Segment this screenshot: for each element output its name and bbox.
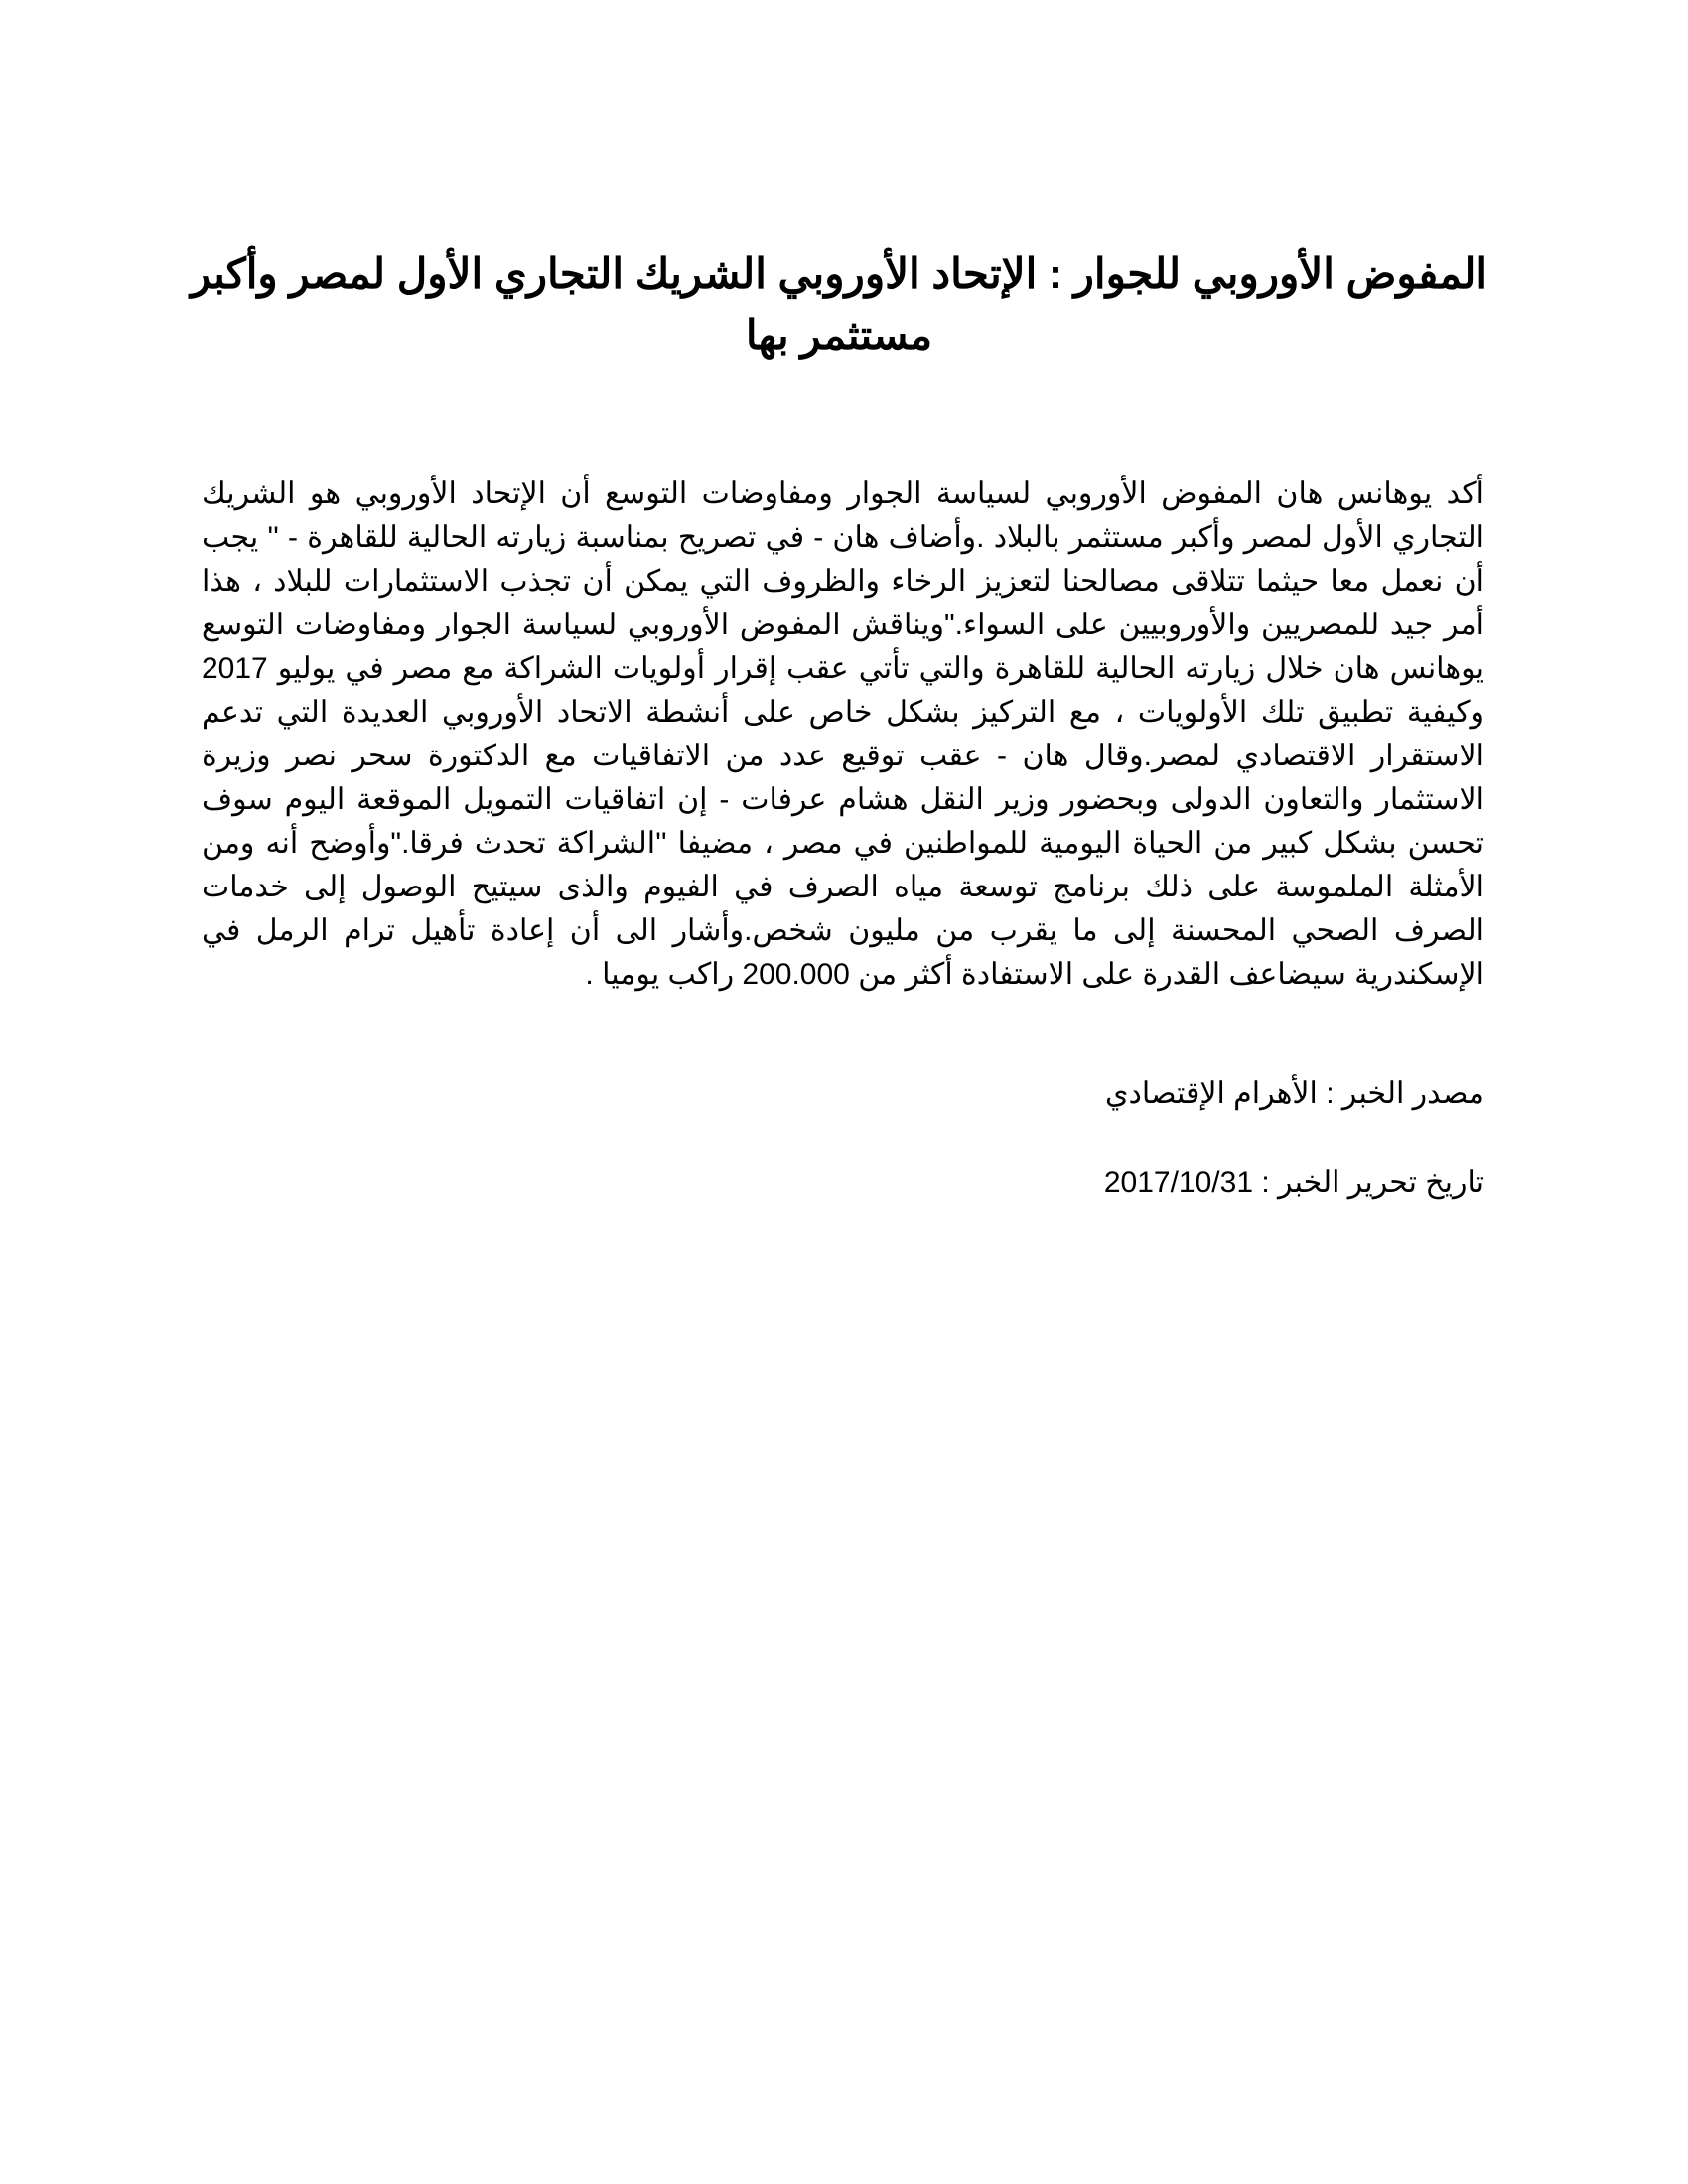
article-source: مصدر الخبر : الأهرام الإقتصادي	[1104, 1077, 1484, 1110]
article-date: تاريخ تحرير الخبر : 2017/10/31	[1103, 1166, 1484, 1199]
article-title: المفوض الأوروبي للجوار : الإتحاد الأوروبي الشريك التجاري الأول لمصر وأكبر مستثمر بها	[190, 250, 1488, 358]
article-body: أكد يوهانس هان المفوض الأوروبي لسياسة الجوار ومفاوضات التوسع أن الإتحاد الأوروبي هو الشريك التجاري الأول لمصر وأكبر مستثمر بالبلاد .وأضاف هان - في تصريح بمناسبة زيارته الحالية للقاهرة - '' يجب أن نعمل معا حيثما تتلاقى مصالحنا لتعزيز الرخاء والظروف التي يمكن أن تجذب الاستثمارات للبلاد ، هذا أمر جيد للمصريين والأوروبيين على السواء."ويناقش المفوض الأوروبي لسياسة الجوار ومفاوضات التوسع يوهانس هان خلال زيارته الحالية للقاهرة والتي تأتي عقب إقرار أولويات الشراكة مع مصر في يوليو 2017 وكيفية تطبيق تلك الأولويات ، مع التركيز بشكل خاص على أنشطة الاتحاد الأوروبي العديدة التي تدعم الاستقرار الاقتصادي لمصر.وقال هان - عقب توقيع عدد من الاتفاقيات مع الدكتورة سحر نصر وزيرة الاستثمار والتعاون الدولى وبحضور وزير النقل هشام عرفات - إن اتفاقيات التمويل الموقعة اليوم سوف تحسن بشكل كبير من الحياة اليومية للمواطنين في مصر ، مضيفا ''الشراكة تحدث فرقا."وأوضح أنه ومن الأمثلة الملموسة على ذلك برنامج توسعة مياه الصرف في الفيوم والذى سيتيح الوصول إلى خدمات الصرف الصحي المحسنة إلى ما يقرب من مليون شخص.وأشار الى أن إعادة تأهيل ترام الرمل في الإسكندرية سيضاعف القدرة على الاستفادة أكثر من 200.000 راكب يوميا .	[202, 478, 1484, 991]
